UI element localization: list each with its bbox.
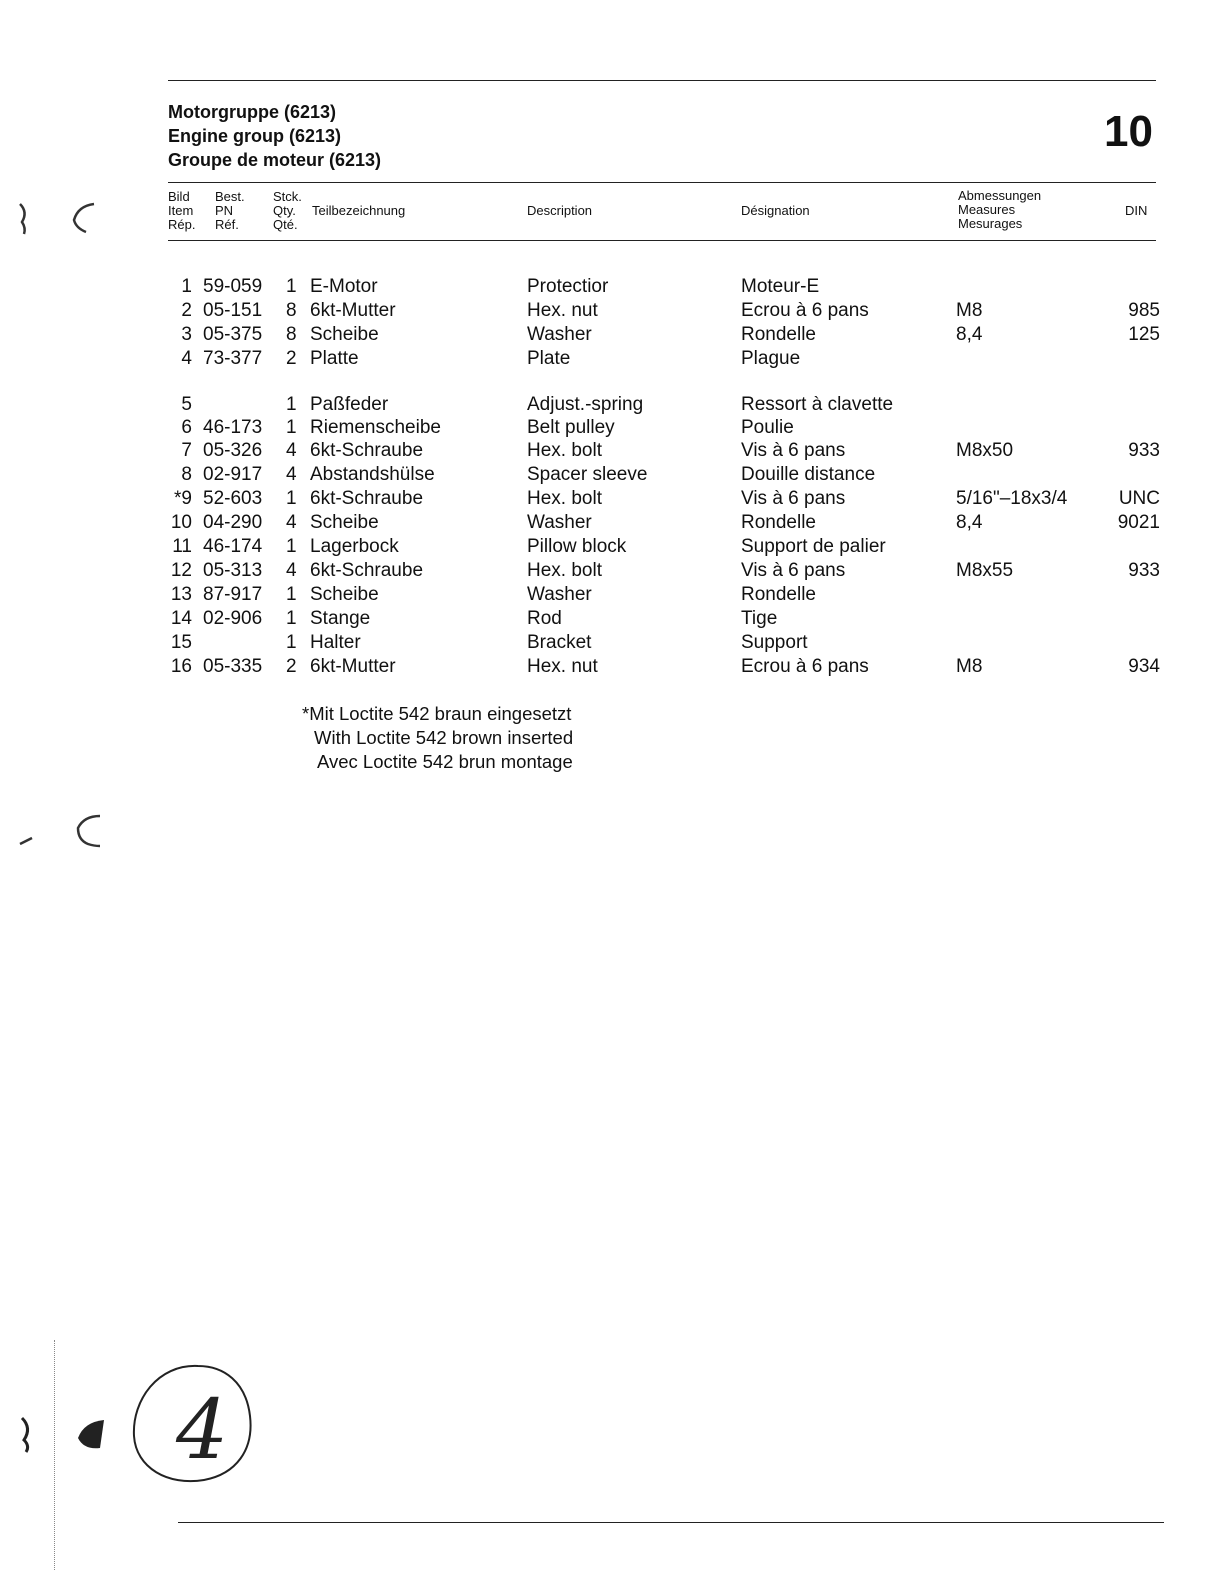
description-english: Washer [527,324,592,345]
designation-french: Support [741,632,808,653]
item-number: 14 [170,608,192,629]
table-row [0,631,1224,655]
quantity: 1 [286,488,297,509]
quantity: 4 [286,560,297,581]
item-number: 12 [170,560,192,581]
designation-french: Support de palier [741,536,886,557]
description-english: Hex. nut [527,300,598,321]
description-english: Spacer sleeve [527,464,648,485]
page-number: 10 [1104,107,1153,156]
part-name-german: Scheibe [310,584,379,605]
din-number: 933 [1128,440,1160,461]
header-top-rule [168,182,1156,183]
table-row [0,347,1224,371]
part-name-german: Abstandshülse [310,464,435,485]
column-header-din: DIN [1125,203,1148,218]
measures: M8x50 [956,440,1014,461]
part-number: 87-917 [203,584,263,605]
bottom-rule [178,1522,1164,1523]
measures: M8 [956,300,983,321]
column-header-item: Bild Item Rép. [168,189,196,232]
part-name-german: 6kt-Mutter [310,300,396,321]
part-number: 05-326 [203,440,263,461]
part-name-german: Halter [310,632,361,653]
header-bottom-rule [168,240,1156,241]
table-row [0,323,1224,347]
column-header-name: Teilbezeichnung [312,203,406,218]
din-number: 934 [1128,656,1160,677]
table-row [0,559,1224,583]
quantity: 4 [286,464,297,485]
description-english: Washer [527,512,592,533]
description-english: Hex. bolt [527,488,602,509]
footnote-english: With Loctite 542 brown inserted [314,727,574,748]
quantity: 8 [286,300,297,321]
designation-french: Ressort à clavette [741,394,894,415]
title-english: Engine group (6213) [168,126,342,146]
quantity: 1 [286,632,297,653]
part-name-german: Platte [310,348,359,369]
column-header-qty: Stck. Qty. Qté. [273,189,302,232]
item-number: 13 [170,584,192,605]
quantity: 1 [286,536,297,557]
part-name-german: Lagerbock [310,536,399,557]
quantity: 1 [286,608,297,629]
designation-french: Tige [741,608,778,629]
measures: 5/16"–18x3/4 [956,488,1068,509]
page-title [168,100,381,172]
table-row [0,535,1224,559]
description-english: Rod [527,608,562,629]
column-header-designation: Désignation [741,203,810,218]
part-number: 46-173 [203,417,263,438]
part-number: 05-151 [203,300,263,321]
designation-french: Ecrou à 6 pans [741,656,869,677]
table-row [0,439,1224,463]
title-german: Motorgruppe (6213) [168,102,337,122]
quantity: 1 [286,417,297,438]
din-number: 9021 [1117,512,1160,533]
quantity: 1 [286,276,297,297]
part-name-german: Paßfeder [310,394,389,415]
quantity: 4 [286,440,297,461]
item-number: 3 [181,324,192,345]
description-english: Hex. nut [527,656,598,677]
item-number: 5 [181,394,192,415]
item-number: *9 [174,488,192,509]
item-number: 2 [181,300,192,321]
column-header-measures: Abmessungen Measures Mesurages [958,188,1042,231]
description-english: Protectior [527,276,609,297]
designation-french: Douille distance [741,464,876,485]
table-row [0,655,1224,679]
quantity: 1 [286,584,297,605]
part-name-german: 6kt-Schraube [310,560,424,581]
item-number: 1 [181,276,192,297]
part-number: 46-174 [203,536,263,557]
part-name-german: 6kt-Mutter [310,656,396,677]
designation-french: Rondelle [741,512,816,533]
part-name-german: Stange [310,608,371,629]
part-name-german: Riemenscheibe [310,417,441,438]
designation-french: Vis à 6 pans [741,488,846,509]
handwritten-circled-number-icon [128,1360,256,1490]
measures: M8 [956,656,983,677]
binder-hole-middle-icon [14,810,114,854]
part-number: 02-906 [203,608,263,629]
part-name-german: E-Motor [310,276,378,297]
designation-french: Rondelle [741,324,816,345]
din-number: 933 [1128,560,1160,581]
part-name-german: 6kt-Schraube [310,488,424,509]
part-number: 02-917 [203,464,263,485]
description-english: Hex. bolt [527,560,602,581]
din-number: 125 [1128,324,1160,345]
table-row [0,275,1224,299]
quantity: 4 [286,512,297,533]
designation-french: Poulie [741,417,794,438]
table-row [0,487,1224,511]
table-row [0,511,1224,535]
item-number: 6 [181,417,192,438]
description-english: Washer [527,584,592,605]
part-number: 52-603 [203,488,263,509]
quantity: 2 [286,348,297,369]
part-number: 05-313 [203,560,263,581]
designation-french: Vis à 6 pans [741,440,846,461]
table-row [0,583,1224,607]
column-header-pn: Best. PN Réf. [215,189,245,232]
table-row [0,416,1224,440]
table-row [0,393,1224,417]
footnote-german: *Mit Loctite 542 braun eingesetzt [302,703,572,724]
part-name-german: 6kt-Schraube [310,440,424,461]
item-number: 7 [181,440,192,461]
column-header-description: Description [527,203,593,218]
item-number: 11 [172,536,192,557]
top-rule [168,80,1156,81]
table-row [0,463,1224,487]
binder-hole-bottom-icon [14,1410,114,1460]
part-number: 04-290 [203,512,263,533]
binder-hole-top-icon [14,198,114,242]
part-number: 05-335 [203,656,263,677]
table-row [0,607,1224,631]
description-english: Hex. bolt [527,440,602,461]
description-english: Adjust.-spring [527,394,644,415]
quantity: 8 [286,324,297,345]
part-number: 05-375 [203,324,263,345]
table-row [0,299,1224,323]
item-number: 10 [170,512,192,533]
item-number: 16 [170,656,192,677]
part-name-german: Scheibe [310,324,379,345]
part-name-german: Scheibe [310,512,379,533]
designation-french: Moteur-E [741,276,820,297]
title-french: Groupe de moteur (6213) [168,150,382,170]
part-number: 59-059 [203,276,263,297]
left-edge-line [54,1340,55,1570]
din-number: UNC [1118,488,1160,509]
part-number: 73-377 [203,348,263,369]
item-number: 4 [181,348,192,369]
designation-french: Ecrou à 6 pans [741,300,869,321]
designation-french: Plague [741,348,801,369]
din-number: 985 [1128,300,1160,321]
handwritten-number: 4 [176,1383,229,1478]
quantity: 1 [286,394,297,415]
footnote-french: Avec Loctite 542 brun montage [317,751,573,772]
item-number: 15 [170,632,192,653]
description-english: Belt pulley [527,417,615,438]
measures: 8,4 [956,324,983,345]
footnote [302,702,573,774]
measures: 8,4 [956,512,983,533]
designation-french: Vis à 6 pans [741,560,846,581]
item-number: 8 [181,464,192,485]
designation-french: Rondelle [741,584,816,605]
description-english: Pillow block [527,536,627,557]
quantity: 2 [286,656,297,677]
description-english: Bracket [527,632,592,653]
measures: M8x55 [956,560,1014,581]
description-english: Plate [527,348,571,369]
